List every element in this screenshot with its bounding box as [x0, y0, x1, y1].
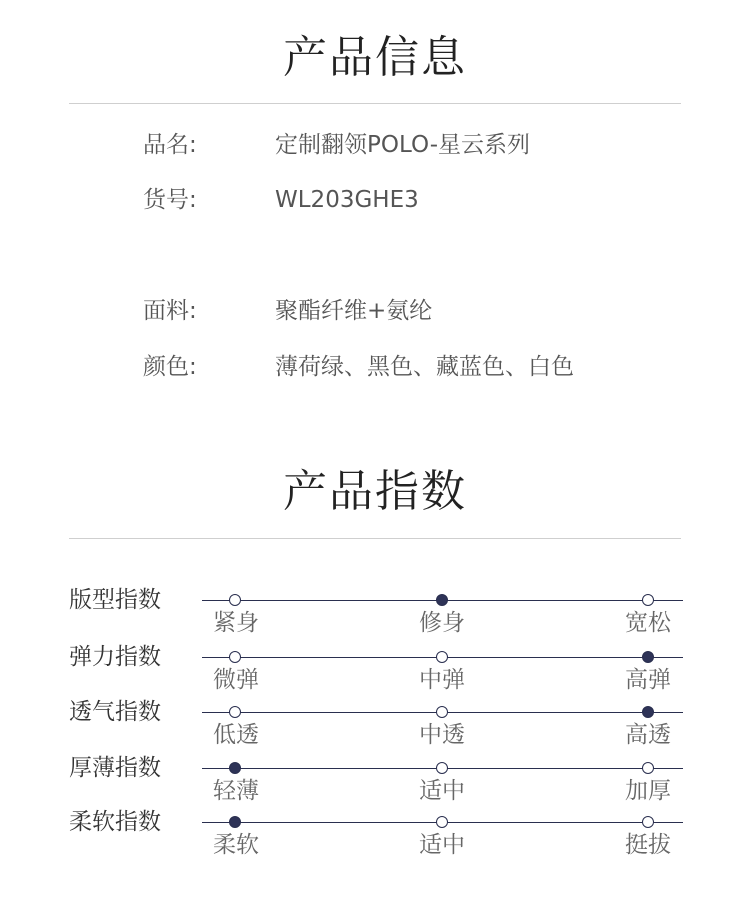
index-option-label: 高弹 — [625, 667, 671, 693]
index-option-label: 高透 — [625, 722, 671, 748]
index-dot — [229, 594, 241, 606]
index-row-softness — [0, 809, 750, 878]
info-value-name: 定制翻领POLO-星云系列 — [275, 132, 531, 158]
index-option-label: 柔软 — [213, 832, 259, 858]
index-option-label: 修身 — [419, 610, 465, 636]
info-label-fabric: 面料: — [143, 298, 197, 324]
info-label-color: 颜色: — [143, 354, 197, 380]
index-dot-selected — [229, 816, 241, 828]
index-dot — [642, 762, 654, 774]
index-option-label: 挺拔 — [625, 832, 671, 858]
info-label-name: 品名: — [143, 132, 197, 158]
index-name-elasticity: 弹力指数 — [69, 644, 161, 670]
index-name-softness: 柔软指数 — [69, 809, 161, 835]
index-dot — [229, 651, 241, 663]
index-option-label: 宽松 — [625, 610, 671, 636]
index-option-label: 中弹 — [419, 667, 465, 693]
index-dot-selected — [642, 706, 654, 718]
index-option-label: 紧身 — [213, 610, 259, 636]
index-name-fit: 版型指数 — [69, 587, 161, 613]
info-row-name — [0, 125, 750, 165]
info-value-sku: WL203GHE3 — [275, 187, 419, 213]
product-index-title: 产品指数 — [283, 466, 467, 517]
info-value-fabric: 聚酯纤维+氨纶 — [275, 298, 433, 324]
info-row-color — [0, 347, 750, 387]
info-value-color: 薄荷绿、黑色、藏蓝色、白色 — [275, 354, 574, 380]
index-option-label: 低透 — [213, 722, 259, 748]
product-info-divider — [69, 103, 681, 104]
index-option-label: 微弹 — [213, 667, 259, 693]
index-option-label: 轻薄 — [213, 778, 259, 804]
info-label-sku: 货号: — [143, 187, 197, 213]
index-name-thickness: 厚薄指数 — [69, 755, 161, 781]
product-index-divider — [69, 538, 681, 539]
product-info-title: 产品信息 — [283, 32, 467, 83]
index-dot — [642, 594, 654, 606]
index-option-label: 适中 — [419, 778, 465, 804]
index-dot — [642, 816, 654, 828]
index-dot — [229, 706, 241, 718]
index-dot-selected — [642, 651, 654, 663]
index-name-breathability: 透气指数 — [69, 699, 161, 725]
index-option-label: 适中 — [419, 832, 465, 858]
info-row-sku — [0, 180, 750, 220]
index-dot — [436, 762, 448, 774]
index-dot — [436, 706, 448, 718]
info-row-fabric — [0, 291, 750, 331]
index-option-label: 中透 — [419, 722, 465, 748]
index-option-label: 加厚 — [625, 778, 671, 804]
index-dot-selected — [229, 762, 241, 774]
index-dot — [436, 651, 448, 663]
index-dot-selected — [436, 594, 448, 606]
index-dot — [436, 816, 448, 828]
